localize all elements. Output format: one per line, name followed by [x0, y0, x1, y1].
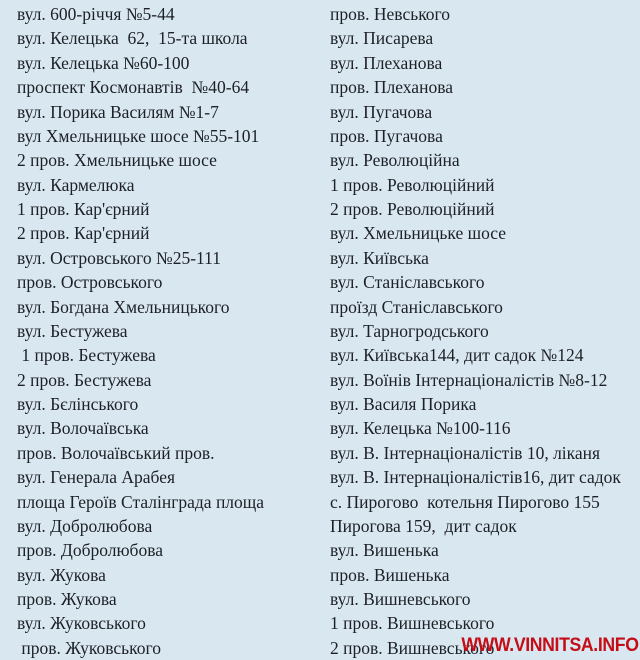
street-list-item: вул. Добролюбова: [17, 515, 153, 536]
street-list-item: пров. Невського: [330, 4, 451, 24]
street-list-item: Пирогова 159, дит садок: [330, 515, 517, 536]
street-list-item: вул. Островського №25-111: [17, 247, 222, 268]
street-list-item: вул. Келецька 62, 15-та школа: [17, 28, 248, 49]
street-list-item: вул. Келецька №100-116: [330, 418, 511, 439]
street-list-item: вул. Плеханова: [330, 52, 443, 73]
street-list-item: вул. Станіславського: [330, 272, 485, 293]
street-list-item: вул. Пугачова: [330, 101, 433, 122]
street-list-item: вул. 600-річчя №5-44: [17, 4, 175, 24]
street-list-item: вул. Вишенька: [330, 540, 439, 561]
street-list-item: 1 пров. Бестужева: [17, 345, 156, 366]
street-list-item: вул. Кармелюка: [17, 174, 135, 195]
street-list-item: 1 пров. Вишневського: [330, 613, 495, 634]
street-list-item: площа Героїв Сталінграда площа: [17, 491, 265, 512]
street-list-item: пров. Островського: [17, 272, 163, 293]
street-list-item: 2 пров. Революційний: [330, 199, 495, 219]
street-list-item: пров. Добролюбова: [17, 540, 163, 561]
street-list-item: вул. Жукова: [17, 564, 106, 585]
street-list-item: вул. В. Інтернаціоналістів 10, ліканя: [330, 442, 601, 463]
street-list-item: 2 пров. Вишневського: [330, 637, 495, 658]
street-list-item: проїзд Станіславського: [330, 296, 503, 317]
street-list-item: вул Хмельницьке шосе №55-101: [17, 125, 260, 146]
street-list-item: вул. Генерала Арабея: [17, 467, 176, 488]
street-list-item: вул. В. Інтернаціоналістів16, дит садок: [330, 467, 621, 488]
street-list-item: вул. Київська: [330, 247, 429, 268]
street-list-item: вул. Порика Василям №1-7: [17, 101, 219, 122]
street-list-item: вул. Жуковського: [17, 613, 146, 634]
street-list-item: 2 пров. Бестужева: [17, 369, 152, 390]
street-list-item: проспект Космонавтів №40-64: [17, 77, 250, 98]
street-list-item: вул. Хмельницьке шосе: [330, 223, 507, 244]
street-list-item: вул. Волочаївська: [17, 418, 149, 439]
street-list-item: 1 пров. Революційний: [330, 174, 495, 195]
street-list-item: пров. Пугачова: [330, 125, 443, 146]
street-list-item: 1 пров. Кар'єрний: [17, 199, 150, 219]
street-list-item: вул. Революційна: [330, 150, 460, 171]
street-list-item: пров. Волочаївський пров.: [17, 442, 215, 463]
street-list-item: вул. Келецька №60-100: [17, 52, 190, 73]
street-list-item: вул. Вишневського: [330, 589, 471, 609]
street-list-item: вул. Київська144, дит садок №124: [330, 345, 584, 366]
street-list-item: вул. Воїнів Інтернаціоналістів №8-12: [330, 369, 608, 390]
street-list-item: вул. Бєлінського: [17, 394, 139, 414]
street-list-item: вул. Писарева: [330, 28, 434, 49]
street-list-item: вул. Богдана Хмельницького: [17, 296, 230, 317]
street-list-item: 2 пров. Кар'єрний: [17, 223, 150, 244]
street-column-right: [330, 2, 621, 660]
street-list-item: пров. Плеханова: [330, 77, 453, 98]
street-list-item: 2 пров. Хмельницьке шосе: [17, 150, 217, 171]
street-list-item: с. Пирогово котельня Пирогово 155: [330, 491, 600, 512]
street-list-item: вул. Тарногродського: [330, 320, 489, 341]
street-list-item: вул. Бестужева: [17, 320, 128, 341]
street-list-item: пров. Жуковського: [17, 637, 161, 658]
street-list-item: пров. Жукова: [17, 589, 117, 609]
street-list-item: пров. Вишенька: [330, 564, 450, 585]
street-column-left: [17, 2, 264, 660]
street-list-item: вул. Василя Порика: [330, 394, 477, 414]
site-watermark: WWW.VINNITSA.INFO: [461, 635, 639, 656]
